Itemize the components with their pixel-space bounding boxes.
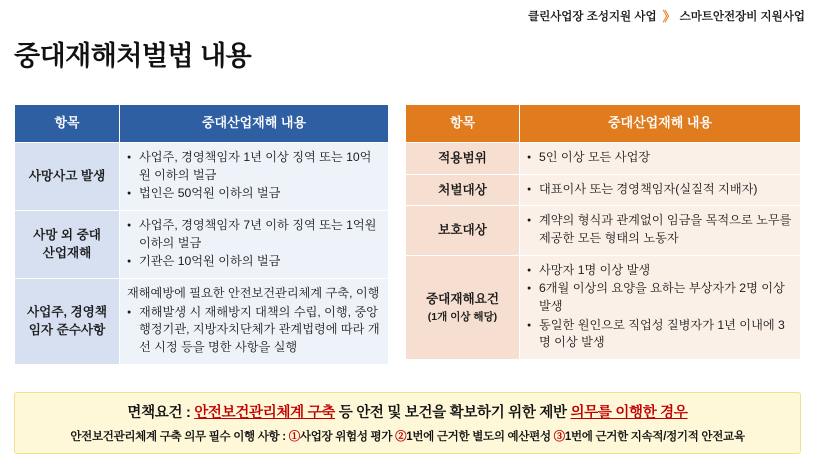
list-item: ● 사망자 1명 이상 발생 xyxy=(527,262,793,280)
row-label-line1: 사업주, 경영책 xyxy=(27,305,107,320)
table-row xyxy=(406,206,801,255)
list-item: 재해예방에 필요한 안전보건관리체계 구축, 이행 xyxy=(127,285,380,300)
table-row xyxy=(15,142,389,210)
table-header-row xyxy=(15,105,389,143)
note2-text-1: 사업장 위험성 평가 xyxy=(299,431,396,443)
row-label-protection-target: 보호대상 xyxy=(406,206,520,255)
row-label-subtext: (1개 이상 해당) xyxy=(427,310,498,323)
row-label-line2: 산업재해 xyxy=(42,246,92,261)
column-header-content: 중대산업재해 내용 xyxy=(520,105,801,143)
row-label-accident-criteria xyxy=(406,255,520,359)
list-item: ● 사업주, 경영책임자 7년 이하 징역 또는 1억원 이하의 벌금 xyxy=(127,217,381,252)
list-item: ● 동일한 원인으로 직업성 질병자가 1년 이내에 3명 이상 발생 xyxy=(527,317,793,352)
note2-prefix: 안전보건관리체계 구축 의무 필수 이행 사항 : xyxy=(70,431,289,443)
note2-number-2: ② xyxy=(395,431,407,443)
list-item: ● 6개월 이상의 요양을 요하는 부상자가 2명 이상 발생 xyxy=(527,280,793,315)
row-label-employer-duties xyxy=(15,278,120,364)
row-label-scope: 적용범위 xyxy=(406,142,520,174)
exemption-note-line2 xyxy=(21,428,794,444)
serious-accident-scope-table xyxy=(405,104,801,360)
list-item: ● 대표이사 또는 경영책임자(실질적 지배자) xyxy=(527,181,793,199)
list-item: ● 재해발생 시 재해방지 대책의 수립, 이행, 중앙행정기관, 지방자치단체가 관계법령에 따라 개선 시정 등을 명한 사항을 실행 xyxy=(127,304,381,357)
note2-number-3: ③ xyxy=(553,431,565,443)
breadcrumb-item-smart-safety: 스마트안전장비 지원사업 xyxy=(679,10,805,23)
column-header-content: 중대산업재해 내용 xyxy=(120,105,389,143)
row-content-scope xyxy=(520,142,801,174)
row-content-employer-duties xyxy=(120,278,389,364)
list-item: ● 사업주, 경영책임자 1년 이상 징역 또는 10억원 이하의 벌금 xyxy=(127,149,381,184)
row-label-text: 중대재해요건 xyxy=(426,291,499,306)
list-item: ● 계약의 형식과 관계없이 임금을 목적으로 노무를 제공한 모든 형태의 노동자 xyxy=(527,212,793,247)
row-content-punishment-target xyxy=(520,174,801,206)
table-header-row xyxy=(406,105,801,143)
row-label-line2: 임자 준수사항 xyxy=(28,323,106,338)
table-row xyxy=(15,210,389,278)
right-table-container xyxy=(405,104,801,360)
table-row xyxy=(15,278,389,364)
note-prefix: 면책요건 : xyxy=(127,405,195,421)
note2-text-3: 1번에 근거한 지속적/정기적 안전교육 xyxy=(564,431,745,443)
list-item: ● 5인 이상 모든 사업장 xyxy=(527,149,793,167)
serious-accident-penalty-table xyxy=(14,104,389,365)
note-emphasis-1: 안전보건관리체계 구축 xyxy=(194,405,336,421)
left-table-container xyxy=(14,104,389,365)
table-row xyxy=(406,174,801,206)
chevron-right-icon: 》 xyxy=(662,9,674,24)
note2-number-1: ① xyxy=(288,431,300,443)
table-row xyxy=(406,255,801,359)
breadcrumb-item-clean-workplace: 클린사업장 조성지원 사업 xyxy=(527,10,657,23)
note-emphasis-2: 의무를 이행한 경우 xyxy=(570,405,688,421)
note-middle: 등 안전 및 보건을 확보하기 위한 제반 xyxy=(335,405,571,421)
list-item: ● 법인은 50억원 이하의 벌금 xyxy=(127,185,381,203)
row-content-protection-target xyxy=(520,206,801,255)
table-row xyxy=(406,142,801,174)
column-header-item: 항목 xyxy=(406,105,520,143)
breadcrumb xyxy=(528,6,805,25)
row-label-fatal-accident: 사망사고 발생 xyxy=(15,142,120,210)
row-content-fatal-accident xyxy=(120,142,389,210)
row-label-punishment-target: 처벌대상 xyxy=(406,174,520,206)
exemption-note-box xyxy=(14,392,801,454)
page-title: 중대재해처벌법 내용 xyxy=(14,41,252,71)
row-content-accident-criteria xyxy=(520,255,801,359)
exemption-note-line1 xyxy=(21,401,794,422)
row-label-line1: 사망 외 중대 xyxy=(33,228,101,243)
row-content-nonfatal-serious xyxy=(120,210,389,278)
column-header-item: 항목 xyxy=(15,105,120,143)
note2-text-2: 1번에 근거한 별도의 예산편성 xyxy=(406,431,554,443)
list-item: ● 기관은 10억원 이하의 벌금 xyxy=(127,253,381,271)
row-label-nonfatal-serious xyxy=(15,210,120,278)
